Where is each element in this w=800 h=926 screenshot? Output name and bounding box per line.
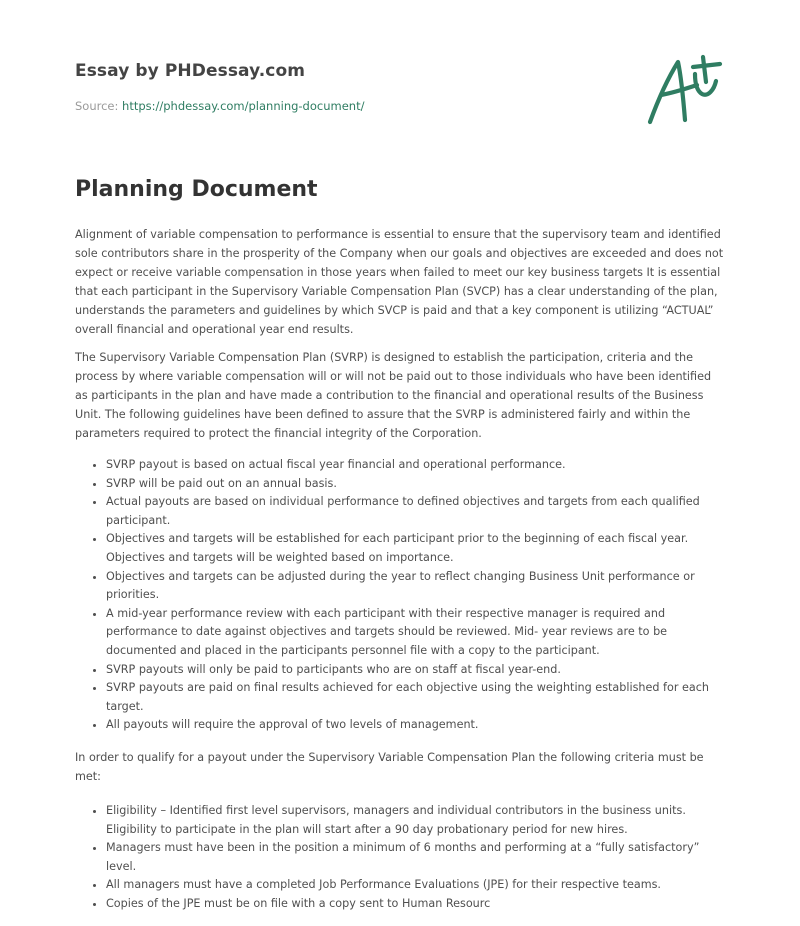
guidelines-list (75, 456, 727, 735)
site-title: Essay by PHDessay.com (75, 61, 306, 81)
source-link[interactable]: https://phdessay.com/planning-document/ (122, 99, 365, 113)
paragraph: Alignment of variable compensation to performance is essential to ensure that the supervisory team and identified sole contributors share in the prosperity of the Company when our goals and objectives are exceeded and does not expect or receive variable compensation in those years when failed to meet our key business targets It is essential that each participant in the Supervisory Variable Compensation Plan (SVCP) has a clear understanding of the plan, understands the parameters and guidelines by which SVCP is paid and that a key component is utilizing “ACTUAL” overall financial and operational year end results. (75, 228, 724, 336)
list-item: • SVRP payouts will only be paid to participants who are on staff at fiscal year-end. (106, 661, 727, 680)
a-plus-logo-icon (642, 50, 724, 130)
document-body (75, 173, 727, 926)
list-item: • Actual payouts are based on individual performance to defined objectives and targets from each qualified participant. (106, 493, 727, 530)
criteria-list (75, 802, 727, 914)
list-item: • Eligibility – Identified first level supervisors, managers and individual contributors in the business units. Eligibility to participate in the plan will start after a 90 day probationary period for new hires. (106, 802, 727, 839)
list-item: • SVRP payouts are paid on final results achieved for each objective using the weighting established for each target. (106, 679, 727, 716)
list-item: • Objectives and targets will be established for each participant prior to the beginning of each fiscal year. Objectives and targets will be weighted based on importance. (106, 530, 727, 567)
list-item: • SVRP will be paid out on an annual basis. (106, 475, 727, 494)
list-item: • Copies of the JPE must be on file with a copy sent to Human Resourc (106, 895, 727, 914)
list-item: • A mid-year performance review with each participant with their respective manager is required and performance to date against objectives and targets should be reviewed. Mid- year reviews are to be documented and placed in the participants personnel file with a copy to the participant. (106, 605, 727, 661)
list-item: • Objectives and targets can be adjusted during the year to reflect changing Business Unit performance or priorities. (106, 568, 727, 605)
list-item: • All managers must have a completed Job Performance Evaluations (JPE) for their respective teams. (106, 876, 727, 895)
page-header (75, 60, 595, 114)
list-item: • Managers must have been in the position a minimum of 6 months and performing at a “fully satisfactory” level. (106, 839, 727, 876)
paragraph: The Supervisory Variable Compensation Plan (SVRP) is designed to establish the participation, criteria and the process by where variable compensation will or will not be paid out to those individuals who have been identified as participants in the plan and have made a contribution to the financial and operational results of the Business Unit. The following guidelines have been defined to assure that the SVRP is administered fairly and within the parameters required to protect the financial integrity of the Corporation. (75, 351, 712, 440)
list-item: • SVRP payout is based on actual fiscal year financial and operational performance. (106, 456, 727, 475)
source-label: Source: (75, 99, 123, 113)
document-title: Planning Document (75, 177, 318, 202)
source-line (75, 98, 595, 114)
criteria-intro: In order to qualify for a payout under the Supervisory Variable Compensation Plan the following criteria must be met: (75, 750, 704, 783)
list-item: • All payouts will require the approval of two levels of management. (106, 716, 727, 735)
